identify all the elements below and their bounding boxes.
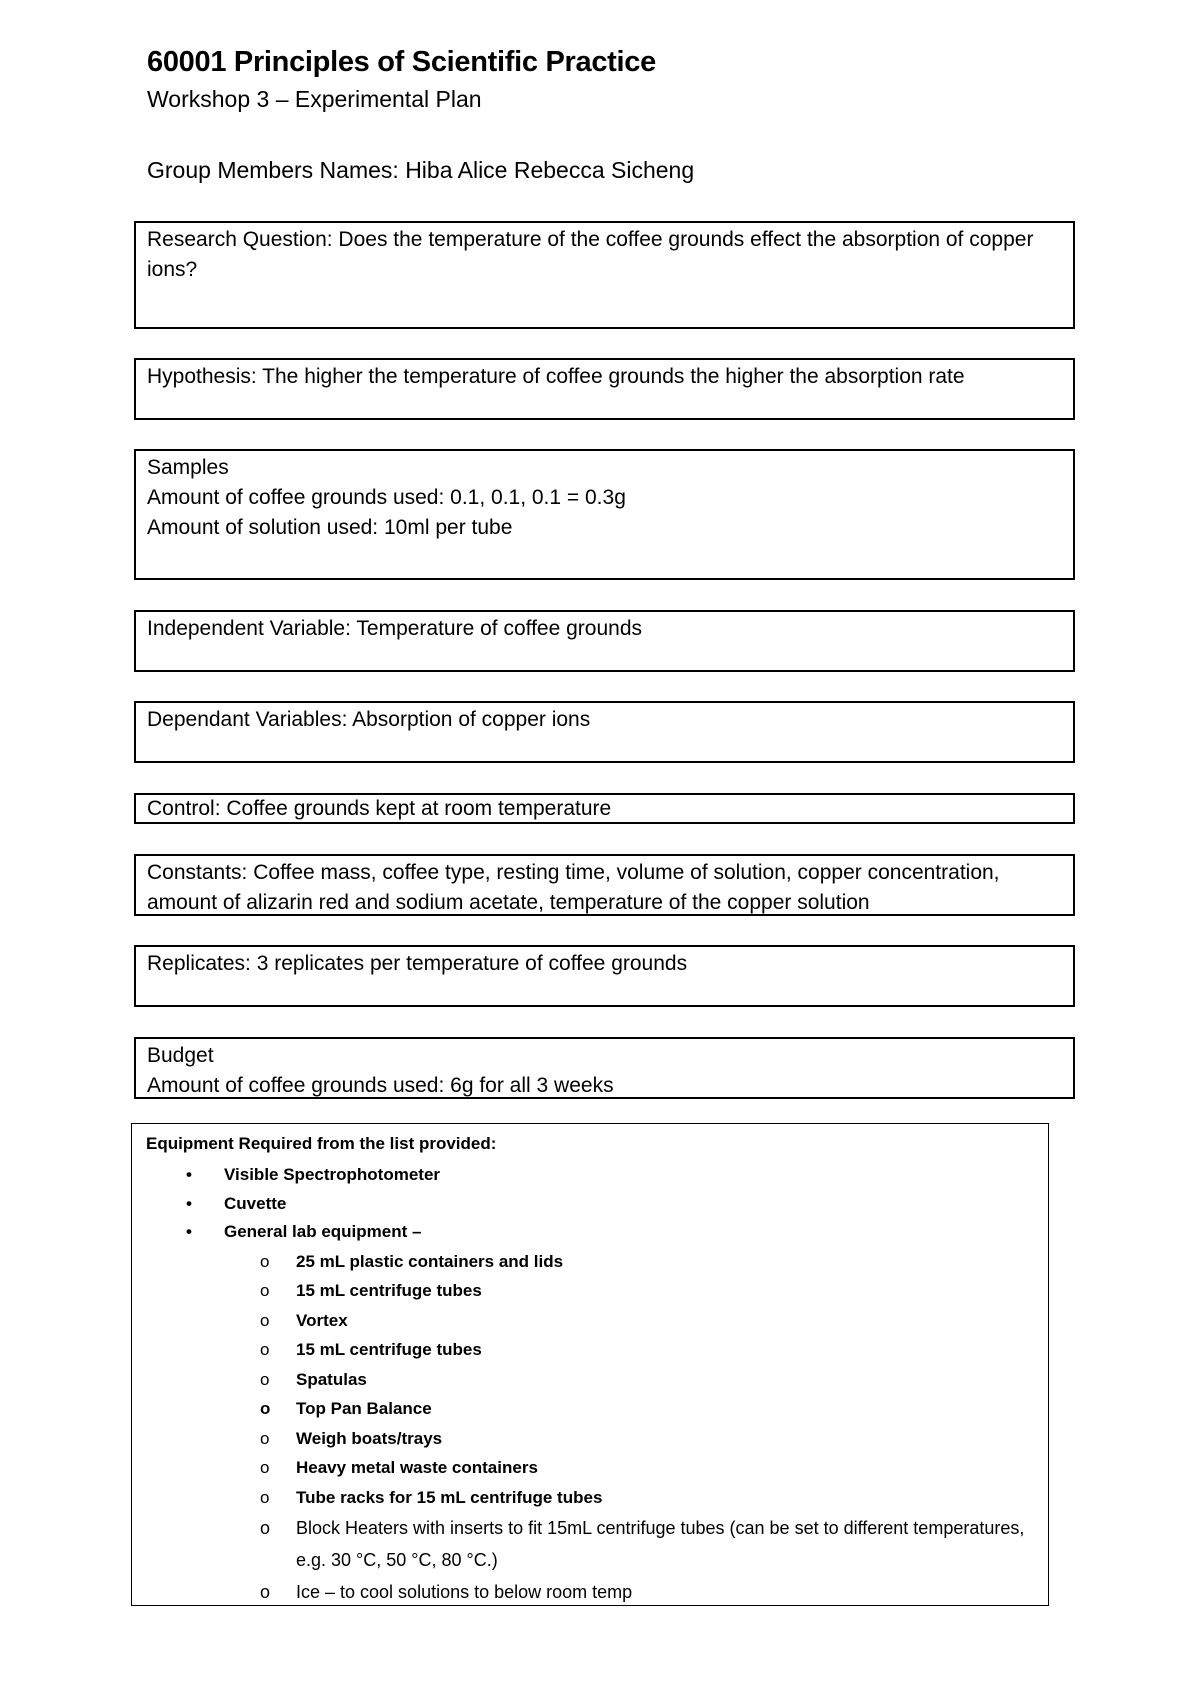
hypothesis-text: Hypothesis: The higher the temperature of coffee grounds the higher the absorption rate <box>147 365 965 388</box>
constants-box <box>134 854 1075 916</box>
list-item <box>146 1483 1034 1513</box>
equipment-subitem-label: Vortex <box>296 1310 348 1330</box>
circle-bullet-icon: o <box>260 1310 270 1330</box>
list-item <box>146 1424 1034 1454</box>
samples-line-solution: Amount of solution used: 10ml per tube <box>147 516 513 539</box>
list-item <box>146 1512 1034 1576</box>
list-item <box>146 1365 1034 1395</box>
budget-title: Budget <box>147 1044 214 1067</box>
replicates-text: Replicates: 3 replicates per temperature of coffee grounds <box>147 952 688 975</box>
equipment-subitem-label: Block Heaters with inserts to fit 15mL centrifuge tubes (can be set to different temperatures, e.g. 30 °C, 50 °C, 80 °C.) <box>296 1518 1025 1570</box>
dependent-variables-text: Dependant Variables: Absorption of copper ions <box>147 708 591 731</box>
control-text: Control: Coffee grounds kept at room temperature <box>147 797 612 820</box>
list-item <box>146 1190 1034 1219</box>
list-item <box>146 1276 1034 1306</box>
circle-bullet-icon: o <box>260 1369 270 1389</box>
equipment-subitem-label: Top Pan Balance <box>296 1399 432 1418</box>
samples-box <box>134 449 1075 580</box>
group-members: Group Members Names: Hiba Alice Rebecca Sicheng <box>147 157 695 183</box>
independent-variable-text: Independent Variable: Temperature of coffee grounds <box>147 617 643 640</box>
independent-variable-box <box>134 610 1075 672</box>
equipment-heading: Equipment Required from the list provided: <box>146 1134 497 1153</box>
circle-bullet-icon: o <box>260 1582 271 1602</box>
research-question-text: Research Question: Does the temperature of the coffee grounds effect the absorption of copper ions? <box>147 228 1034 281</box>
equipment-subitem-label: 15 mL centrifuge tubes <box>296 1340 482 1359</box>
equipment-subitem-label: Heavy metal waste containers <box>296 1458 538 1477</box>
circle-bullet-icon: o <box>260 1518 271 1538</box>
equipment-subitem-label: Spatulas <box>296 1369 367 1389</box>
list-item <box>146 1394 1034 1424</box>
research-question-box <box>134 221 1075 329</box>
equipment-subitem-label: 25 mL plastic containers and lids <box>296 1251 564 1271</box>
document-subtitle: Workshop 3 – Experimental Plan <box>147 86 482 112</box>
list-item <box>146 1218 1034 1247</box>
circle-bullet-icon: o <box>260 1487 270 1507</box>
bullet-icon: • <box>186 1193 192 1213</box>
list-item <box>146 1335 1034 1365</box>
list-item <box>146 1306 1034 1336</box>
list-item <box>146 1161 1034 1190</box>
budget-line: Amount of coffee grounds used: 6g for all 3 weeks <box>147 1074 614 1097</box>
constants-text: Constants: Coffee mass, coffee type, resting time, volume of solution, copper concentration, amount of alizarin red and sodium acetate, temperature of the copper solution <box>147 861 1000 914</box>
equipment-subitem-label: Weigh boats/trays <box>296 1428 443 1448</box>
list-item <box>146 1247 1034 1277</box>
circle-bullet-icon: o <box>260 1458 270 1477</box>
circle-bullet-icon: o <box>260 1428 270 1448</box>
samples-title: Samples <box>147 456 229 479</box>
replicates-box <box>134 945 1075 1007</box>
control-box <box>134 793 1075 824</box>
hypothesis-box <box>134 358 1075 420</box>
equipment-subitem-label: Ice – to cool solutions to below room temp <box>296 1582 633 1602</box>
equipment-list <box>146 1161 1034 1608</box>
equipment-item-label: Cuvette <box>224 1193 287 1213</box>
circle-bullet-icon: o <box>260 1399 271 1418</box>
document-title: 60001 Principles of Scientific Practice <box>147 46 656 78</box>
circle-bullet-icon: o <box>260 1251 270 1271</box>
budget-box <box>134 1037 1075 1099</box>
dependent-variables-box <box>134 701 1075 763</box>
equipment-item-label: General lab equipment – <box>224 1222 422 1241</box>
list-item <box>146 1576 1034 1608</box>
equipment-subitem-label: Tube racks for 15 mL centrifuge tubes <box>296 1487 603 1507</box>
circle-bullet-icon: o <box>260 1340 270 1359</box>
equipment-subitem-label: 15 mL centrifuge tubes <box>296 1281 482 1300</box>
bullet-icon: • <box>186 1165 192 1184</box>
circle-bullet-icon: o <box>260 1281 270 1300</box>
samples-line-coffee: Amount of coffee grounds used: 0.1, 0.1, 0.1 = 0.3g <box>147 486 626 509</box>
equipment-box <box>131 1123 1049 1606</box>
list-item <box>146 1453 1034 1483</box>
bullet-icon: • <box>186 1222 192 1241</box>
equipment-item-label: Visible Spectrophotometer <box>224 1165 441 1184</box>
